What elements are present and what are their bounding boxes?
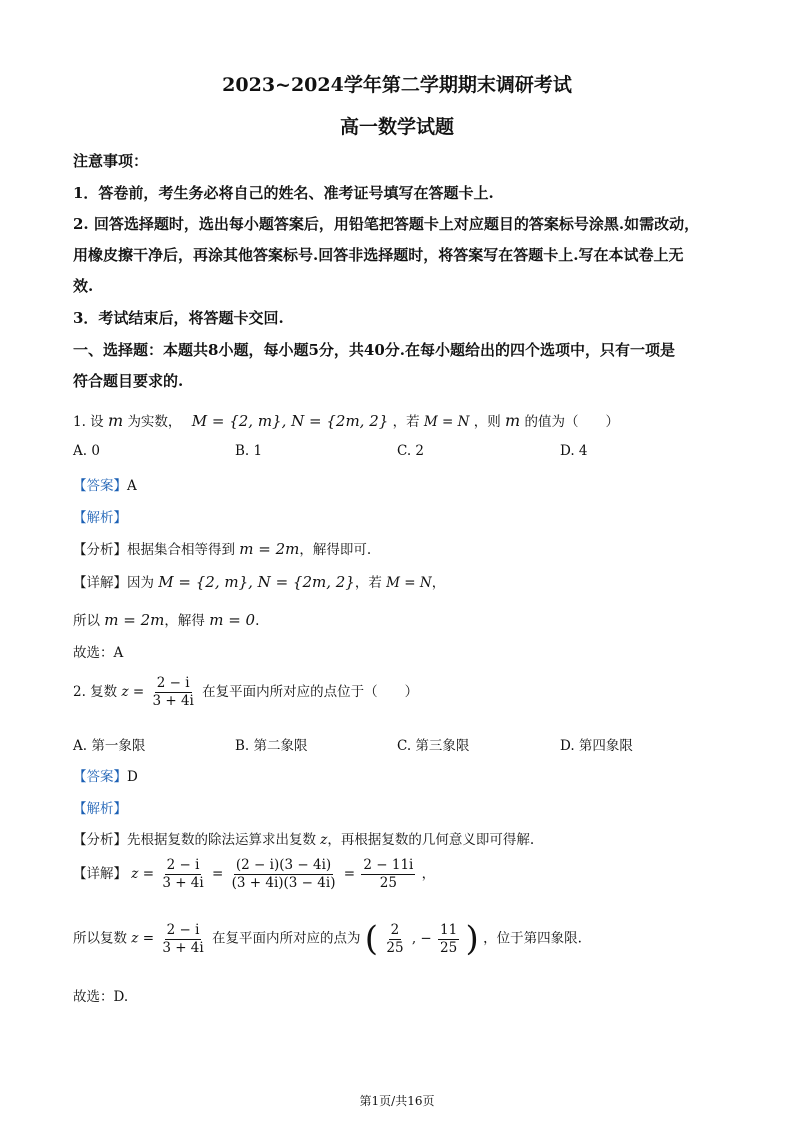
q1-answer-value: A <box>127 478 137 494</box>
q1-xiangjie-pre: 因为 <box>127 575 154 591</box>
q1-suoyi-eq2: m = 0 <box>209 611 256 629</box>
q1-choice: 故选：A <box>73 645 124 661</box>
q2-xj-f3-num: 2 − 11i <box>363 857 414 873</box>
q2-xj-eq: = <box>212 866 224 882</box>
q1-xiangjie-cond-pre: ，若 <box>354 575 382 591</box>
q2-suoyi-den: 3 + 4i <box>162 939 204 956</box>
q1-var-m2: m <box>505 411 521 430</box>
q2-suoyi-tail: ，位于第四象限. <box>483 930 582 947</box>
q1-suoyi: 所以 <box>73 613 100 629</box>
q2-pt-num1: 2 <box>390 921 400 938</box>
notice-item-2b: 用橡皮擦干净后，再涂其他答案标号.回答非选择题时，将答案写在答题卡上.写在本试卷上无 <box>73 246 684 264</box>
q1-fenxi-eq: m = 2m <box>239 540 300 558</box>
q1-fenxi-tag: 【分析】 <box>73 542 127 558</box>
q1-xiangjie-cond: M = N <box>386 575 432 591</box>
q1-tail: 的值为（ ） <box>524 414 619 430</box>
notice-heading: 注意事项： <box>73 152 149 170</box>
q2-xj-f1-num: 2 − i <box>166 857 200 873</box>
q2-fraction <box>150 676 195 709</box>
q2-pt-comma: , − <box>411 930 432 947</box>
q2-suoyi-mid: 在复平面内所对应的点为 <box>212 930 361 947</box>
q2-pt-den2: 25 <box>440 939 458 956</box>
q2-frac-den: 3 + 4i <box>152 693 194 709</box>
q2-analysis <box>73 828 534 848</box>
q2-fenxi-tail: ，再根据复数的几何意义即可得解. <box>327 832 535 848</box>
q2-prefix: 2. 复数 <box>73 684 118 700</box>
q2-tail: 在复平面内所对应的点位于（ ） <box>202 684 419 700</box>
q2-option-a: A. 第一象限 <box>73 738 146 754</box>
q1-answer <box>73 474 137 494</box>
q1-suoyi-end: . <box>255 613 260 629</box>
q1-detail <box>73 571 445 591</box>
q2-option-b: B. 第二象限 <box>235 738 308 754</box>
q2-answer <box>73 765 138 785</box>
q2-xj-z: z = <box>131 866 155 882</box>
q2-xiangjie-tag: 【详解】 <box>73 866 127 882</box>
q2-pt-num2: 11 <box>440 921 458 938</box>
q2-fenxi-tag: 【分析】 <box>73 832 127 848</box>
q2-pt-den1: 25 <box>386 939 404 956</box>
q1-option-b: B. 1 <box>235 443 263 459</box>
notice-item-2c: 效. <box>73 277 94 295</box>
question-2-stem <box>73 676 418 709</box>
q1-sets: M = {2, m}, N = {2m, 2} <box>191 412 389 430</box>
q1-option-c: C. 2 <box>397 443 425 459</box>
q2-fenxi-text: 先根据复数的除法运算求出复数 <box>127 832 316 848</box>
q2-xj-frac1 <box>160 858 205 891</box>
q1-xiangjie-tag: 【详解】 <box>73 575 127 591</box>
q2-xj-frac2 <box>230 858 338 891</box>
q2-answer-value: D <box>127 769 138 785</box>
q1-mid: 为实数， <box>127 414 182 430</box>
q1-fenxi-tail: ，解得即可. <box>299 542 372 558</box>
q1-answer-tag: 【答案】 <box>73 478 127 494</box>
q1-var-m: m <box>107 411 124 430</box>
q2-choice: 故选：D. <box>73 989 129 1005</box>
q2-fenxi-z: z <box>320 832 328 848</box>
q1-jiexi-tag: 【解析】 <box>73 510 127 526</box>
q2-xj-eq2: = <box>343 866 356 882</box>
q1-fenxi-text: 根据集合相等得到 <box>127 542 235 558</box>
notice-item-3: 3．考试结束后，将答题卡交回. <box>73 309 284 327</box>
q1-cond: M = N <box>423 414 470 430</box>
notice-item-2a: 2. 回答选择题时，选出每小题答案后，用铅笔把答题卡上对应题目的答案标号涂黑.如需改动， <box>73 215 700 233</box>
notice-item-1: 1．答卷前，考生务必将自己的姓名、准考证号填写在答题卡上. <box>73 184 494 202</box>
q1-option-a: A. 0 <box>73 443 100 459</box>
question-1-stem <box>73 410 619 430</box>
q2-z-eq: z = <box>121 684 145 700</box>
q2-xj-f1-den: 3 + 4i <box>162 875 204 891</box>
q2-option-d: D. 第四象限 <box>560 738 633 754</box>
q1-suoyi-mid: ，解得 <box>164 613 205 629</box>
page-number: 第1页/共16页 <box>359 1094 435 1108</box>
q2-point-x <box>384 923 405 956</box>
q1-suoyi-eq1: m = 2m <box>104 611 165 629</box>
q2-point-lparen: ( <box>364 919 379 959</box>
q2-frac-num: 2 − i <box>156 675 190 691</box>
q1-cond-post: ，则 <box>473 414 501 430</box>
section-heading-line2: 符合题目要求的. <box>73 372 184 390</box>
exam-subtitle: 高一数学试题 <box>339 116 454 138</box>
q2-suoyi: 所以复数 <box>73 930 127 947</box>
q2-point-rparen: ) <box>465 919 479 959</box>
q2-point-y <box>438 923 459 956</box>
q2-detail <box>73 858 435 891</box>
q1-xiangjie-end: ， <box>431 575 446 591</box>
q2-xj-f2-num: (2 − i)(3 − 4i) <box>235 857 332 873</box>
q2-suoyi-z: z = <box>131 930 155 947</box>
q2-jiexi-tag: 【解析】 <box>73 801 127 817</box>
q1-analysis <box>73 538 371 558</box>
q1-cond-pre: ，若 <box>392 414 420 430</box>
q2-conclusion <box>73 919 582 959</box>
q1-option-d: D. 4 <box>560 443 588 459</box>
section-heading-line1: 一、选择题：本题共8小题，每小题5分，共40分.在每小题给出的四个选项中，只有一项是 <box>73 341 675 359</box>
q2-xj-end: ， <box>421 866 436 882</box>
q2-xj-f3-den: 25 <box>379 875 397 891</box>
q2-xj-f2-den: (3 + 4i)(3 − 4i) <box>231 875 336 891</box>
q1-xiangjie-sets: M = {2, m}, N = {2m, 2} <box>158 573 355 591</box>
q1-conclusion <box>73 609 259 629</box>
exam-title: 2023~2024学年第二学期期末调研考试 <box>222 74 572 96</box>
q2-suoyi-frac <box>160 923 205 956</box>
q2-option-c: C. 第三象限 <box>397 738 470 754</box>
q2-suoyi-num: 2 − i <box>166 921 200 938</box>
q2-xj-frac3 <box>361 858 415 891</box>
q1-prefix: 1. 设 <box>73 414 104 430</box>
q2-answer-tag: 【答案】 <box>73 769 127 785</box>
